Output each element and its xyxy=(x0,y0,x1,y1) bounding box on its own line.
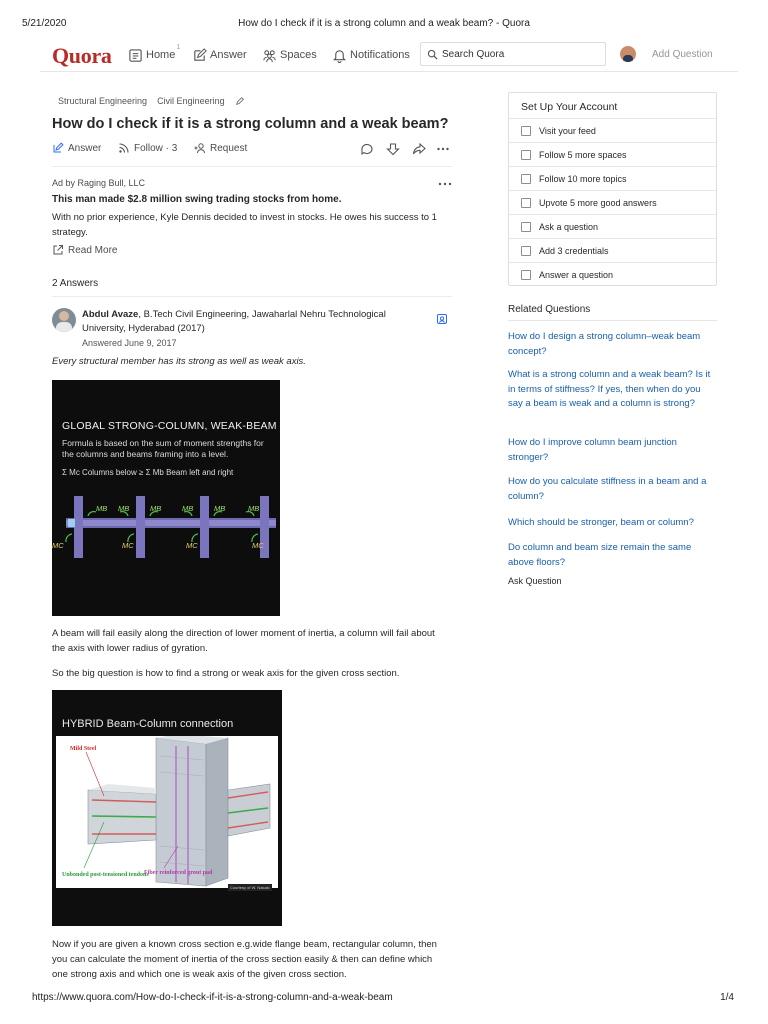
share-arrow-icon xyxy=(412,142,426,156)
setup-item-ask-question[interactable] xyxy=(509,214,716,238)
ask-question-link[interactable]: Ask Question xyxy=(508,576,562,586)
more-dots-icon xyxy=(438,181,452,187)
print-header xyxy=(22,18,746,32)
column-moment-label: MC xyxy=(52,541,64,550)
setup-item-label: Follow 10 more topics xyxy=(539,173,627,184)
people-group-icon xyxy=(262,48,277,63)
figure1-subtitle: Formula is based on the sum of moment strengths for the columns and beams framing into a level. xyxy=(62,438,264,459)
setup-item-answer-question[interactable] xyxy=(509,262,716,286)
request-button[interactable] xyxy=(194,142,247,154)
author-credential: , B.Tech Civil Engineering, Jawaharlal Nehru Technological University, Hyderabad (2017) xyxy=(82,309,386,334)
nav-notifications-label: Notifications xyxy=(350,49,410,61)
setup-item-follow-topics[interactable] xyxy=(509,166,716,190)
setup-panel-title: Set Up Your Account xyxy=(521,101,618,113)
search-placeholder: Search Quora xyxy=(442,48,505,60)
setup-item-label: Follow 5 more spaces xyxy=(539,149,627,160)
column-moment-label: MC xyxy=(122,541,134,550)
divider xyxy=(52,166,452,167)
ad-more-options-button[interactable] xyxy=(438,176,452,190)
comment-button[interactable] xyxy=(360,142,374,156)
search-input[interactable] xyxy=(420,42,606,66)
comment-bubble-icon xyxy=(360,142,374,156)
ad-sponsor-label: Ad by Raging Bull, LLC xyxy=(52,178,146,188)
answer-image-hybrid-connection[interactable] xyxy=(52,690,282,926)
question-title: How do I check if it is a strong column and a weak beam? xyxy=(52,116,449,132)
answer-image-strong-column-weak-beam[interactable] xyxy=(52,380,280,616)
external-link-icon xyxy=(52,244,64,256)
follow-button-label: Follow · 3 xyxy=(134,142,178,154)
bell-icon xyxy=(332,48,347,63)
share-button[interactable] xyxy=(412,142,426,156)
downvote-button[interactable] xyxy=(386,142,400,156)
follow-button[interactable] xyxy=(118,142,177,154)
divider xyxy=(508,320,717,321)
bookmark-button[interactable] xyxy=(436,312,448,324)
print-page-number: 1/4 xyxy=(720,992,734,1003)
print-doc-title: How do I check if it is a strong column and a weak beam? - Quora xyxy=(238,18,530,29)
answers-count: 2 Answers xyxy=(52,278,99,289)
author-name[interactable]: Abdul Avaze xyxy=(82,309,139,320)
label-mild-steel: Mild Steel xyxy=(70,746,97,752)
beam-moment-label: MB xyxy=(182,504,194,513)
related-question-link[interactable]: Which should be stronger, beam or column? xyxy=(508,517,694,528)
edit-topics-pencil-icon[interactable] xyxy=(235,96,245,106)
setup-item-follow-spaces[interactable] xyxy=(509,142,716,166)
beam-moment-label: MB xyxy=(118,504,130,513)
beam-moment-label: MB xyxy=(150,504,162,513)
setup-item-label: Add 3 credentials xyxy=(539,245,609,256)
nav-answer-label: Answer xyxy=(210,49,247,61)
topic-civil-engineering[interactable]: Civil Engineering xyxy=(157,96,225,106)
pencil-square-icon xyxy=(52,142,64,154)
author-credential-line xyxy=(82,308,422,336)
checkbox[interactable] xyxy=(521,222,531,232)
request-button-label: Request xyxy=(210,142,248,154)
hybrid-connection-rendering xyxy=(56,736,278,888)
label-tendons: Unbonded post-tensioned tendons xyxy=(62,872,149,878)
checkbox[interactable] xyxy=(521,198,531,208)
setup-account-panel xyxy=(508,92,717,286)
answer-paragraph: So the big question is how to find a strong or weak axis for the given cross section. xyxy=(52,668,400,679)
answer-intro: Every structural member has its strong as well as weak axis. xyxy=(52,356,306,367)
related-question-link[interactable]: What is a strong column and a weak beam? Is it in terms of stiffness? If yes, then when do you say a beam is weak and a column is strong? xyxy=(508,369,711,409)
rss-follow-icon xyxy=(118,142,130,154)
beam-moment-label: MB xyxy=(248,504,260,513)
figure2-title: HYBRID Beam-Column connection xyxy=(62,718,234,730)
ad-headline[interactable]: This man made $2.8 million swing trading stocks from home. xyxy=(52,194,342,205)
answer-paragraph: Now if you are given a known cross section e.g.wide flange beam, rectangular column, then you can calculate the moment of inertia of the cross section easily & then can define which one strong axis and which one is weak axis of the given cross section. xyxy=(52,939,437,980)
pencil-square-icon xyxy=(192,48,207,63)
author-avatar[interactable] xyxy=(52,308,76,332)
question-topics xyxy=(58,96,245,106)
connection-illustration xyxy=(56,736,278,888)
question-action-row xyxy=(52,142,452,158)
column-moment-label: MC xyxy=(186,541,198,550)
setup-item-label: Ask a question xyxy=(539,221,599,232)
read-more-label: Read More xyxy=(68,244,118,256)
related-questions-title: Related Questions xyxy=(508,304,591,315)
label-grout: Fiber reinforced grout pad xyxy=(144,870,213,876)
answer-paragraph: A beam will fail easily along the direction of lower moment of inertia, a column will fail about the axis with lower radius of gyration. xyxy=(52,628,435,654)
topic-structural-engineering[interactable]: Structural Engineering xyxy=(58,96,148,106)
bookmark-share-icon xyxy=(436,313,448,325)
ad-body: With no prior experience, Kyle Dennis decided to invest in stocks. He owes his success to 1 strategy. xyxy=(52,212,437,238)
search-icon xyxy=(427,49,438,60)
user-avatar[interactable] xyxy=(620,46,636,62)
figure2-credit: Courtesy of W. Nakaki xyxy=(230,885,270,890)
checkbox[interactable] xyxy=(521,126,531,136)
add-question-button[interactable]: Add Question xyxy=(652,49,713,60)
top-navigation-bar xyxy=(40,40,738,72)
checkbox[interactable] xyxy=(521,270,531,280)
related-question-link[interactable]: How do I design a strong column–weak beam concept? xyxy=(508,331,701,357)
setup-item-visit-feed[interactable] xyxy=(509,118,716,142)
nav-spaces[interactable] xyxy=(262,46,317,64)
figure1-title: GLOBAL STRONG-COLUMN, WEAK-BEAM xyxy=(62,420,277,432)
nav-spaces-label: Spaces xyxy=(280,49,317,61)
more-options-button[interactable] xyxy=(436,142,450,156)
setup-item-label: Upvote 5 more good answers xyxy=(539,197,657,208)
setup-item-add-credentials[interactable] xyxy=(509,238,716,262)
column-moment-label: MC xyxy=(252,541,264,550)
related-question-link[interactable]: Do column and beam size remain the same above floors? xyxy=(508,542,692,568)
checkbox[interactable] xyxy=(521,150,531,160)
divider xyxy=(52,296,452,297)
related-question-link[interactable]: How do I improve column beam junction stronger? xyxy=(508,437,677,463)
home-badge: 1 xyxy=(176,43,181,51)
print-date: 5/21/2020 xyxy=(22,18,67,29)
checkbox[interactable] xyxy=(521,174,531,184)
home-feed-icon xyxy=(128,48,143,63)
answer-date[interactable]: Answered June 9, 2017 xyxy=(82,338,177,348)
nav-notifications[interactable] xyxy=(332,46,410,64)
setup-item-upvote-answers[interactable] xyxy=(509,190,716,214)
setup-item-label: Answer a question xyxy=(539,269,614,280)
more-dots-icon xyxy=(436,142,450,156)
setup-item-label: Visit your feed xyxy=(539,125,596,136)
nav-answer[interactable] xyxy=(192,46,247,64)
answer-button-label: Answer xyxy=(68,142,102,154)
figure1-equation: Σ Mc Columns below ≥ Σ Mb Beam left and right xyxy=(62,468,234,477)
quora-logo[interactable]: Quora xyxy=(52,43,112,68)
beam-moment-label: MB xyxy=(214,504,226,513)
answer-button[interactable] xyxy=(52,142,101,154)
related-question-link[interactable]: How do you calculate stiffness in a beam and a column? xyxy=(508,476,707,502)
downvote-arrow-icon xyxy=(386,142,400,156)
ad-read-more-link[interactable] xyxy=(52,244,117,256)
nav-home-label: Home xyxy=(146,49,176,61)
print-url: https://www.quora.com/How-do-I-check-if-it-is-a-strong-column-and-a-weak-beam xyxy=(32,992,393,1003)
frame-diagram xyxy=(52,380,280,616)
nav-home[interactable] xyxy=(128,43,181,64)
print-footer xyxy=(22,992,746,1006)
checkbox[interactable] xyxy=(521,246,531,256)
add-person-icon xyxy=(194,142,206,154)
beam-moment-label: MB xyxy=(96,504,108,513)
